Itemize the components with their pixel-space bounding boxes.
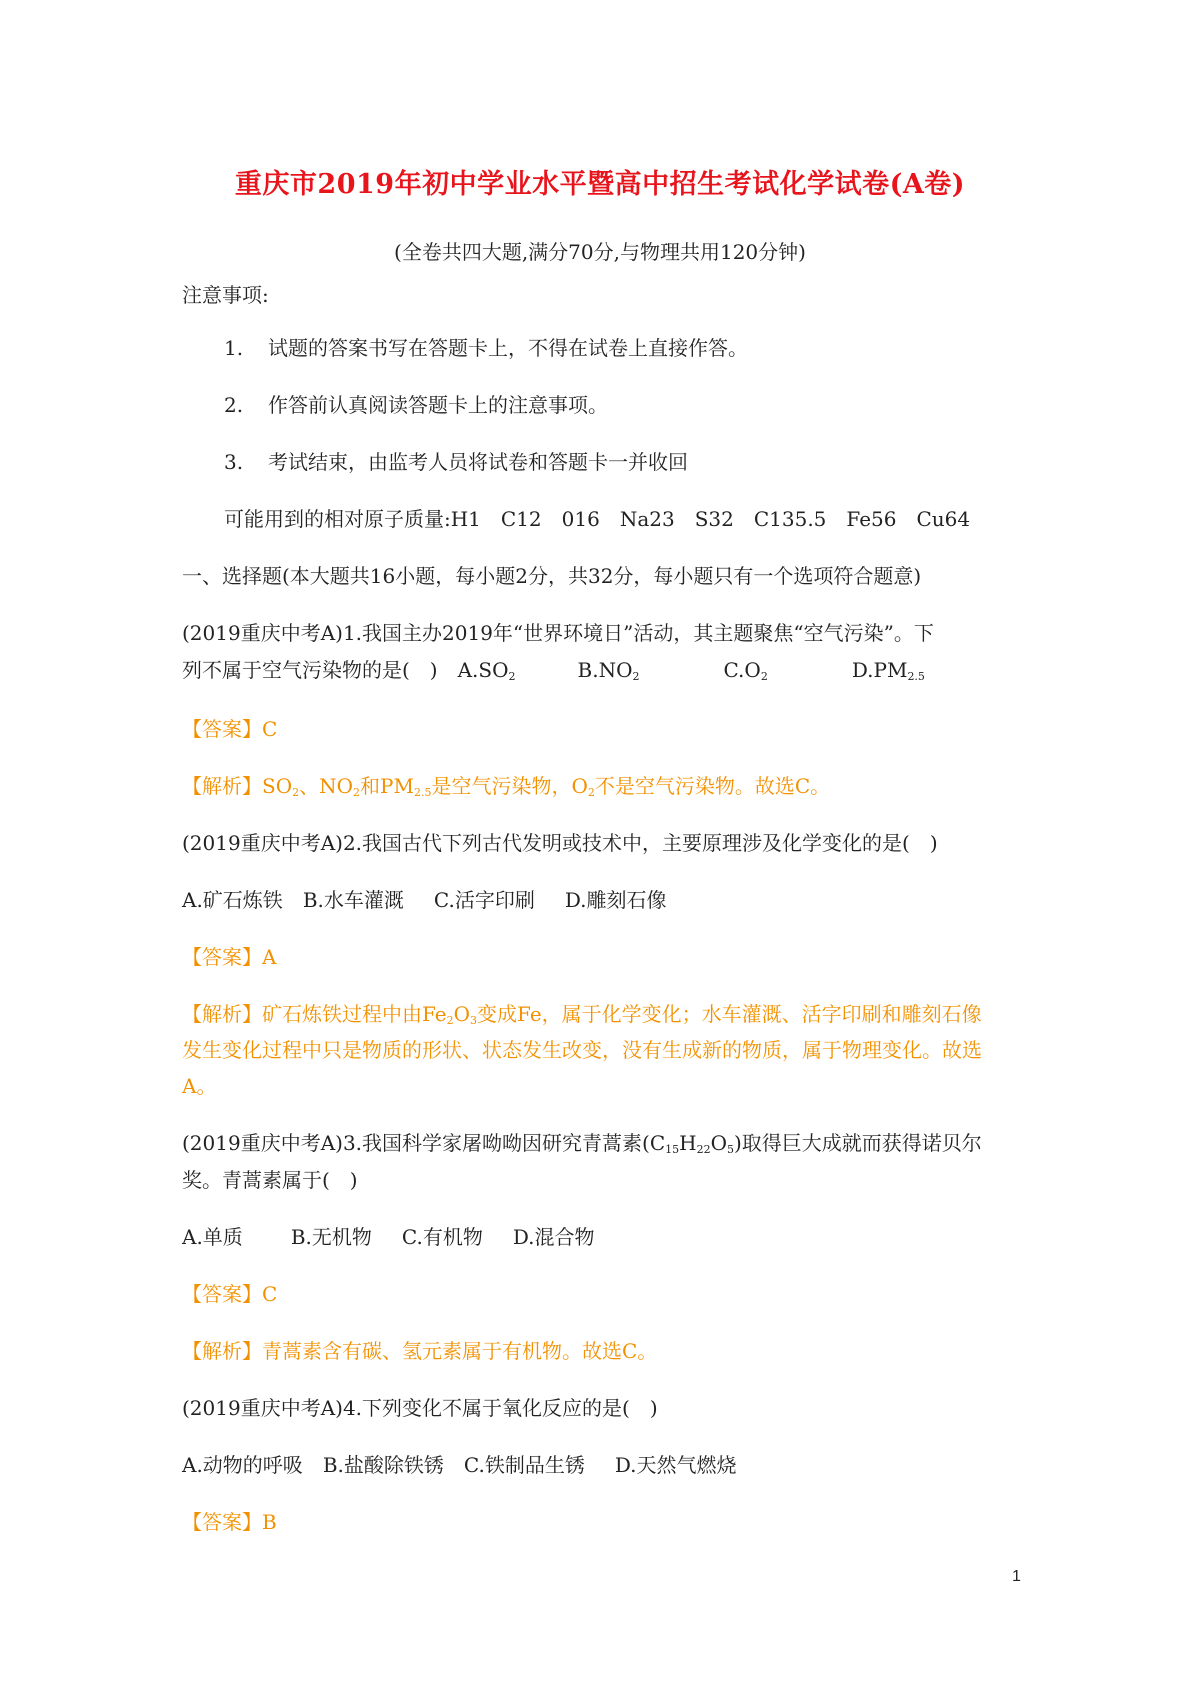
atomic-mass-line: 可能用到的相对原子质量:H1 C12 016 Na23 S32 C135.5 Fe56 Cu64	[224, 507, 971, 531]
analysis-tag: 【解析】	[182, 1002, 262, 1026]
analysis-3: 【解析】青蒿素含有碳、氢元素属于有机物。故选C。	[182, 1339, 658, 1363]
question-1-stem: 列不属于空气污染物的是( )	[182, 658, 438, 682]
answer-2	[182, 944, 276, 970]
notice-text: 考试结束，由监考人员将试卷和答题卡一并收回	[268, 450, 688, 474]
notice-number: 3.	[224, 450, 244, 474]
answer-value: B	[262, 1510, 277, 1534]
page-number: 1	[1012, 1568, 1021, 1585]
option-c: C.活字印刷	[433, 888, 535, 912]
notice-heading: 注意事项:	[182, 283, 269, 307]
answer-tag: 【答案】	[182, 1510, 262, 1534]
section-heading: 一、选择题(本大题共16小题，每小题2分，共32分，每小题只有一个选项符合题意)	[182, 564, 922, 588]
question-3-line-1: (2019重庆中考A)3.我国科学家屠呦呦因研究青蒿素$(C_{15}H_{22}O_5)$取得巨大成就而获得诺贝尔	[182, 1131, 982, 1156]
exam-subtitle: (全卷共四大题,满分70分,与物理共用120分钟)	[394, 240, 806, 264]
option-a: $A.SO_2$	[457, 658, 516, 683]
answer-value: A	[262, 945, 277, 969]
option-d: $D.PM_{2.5}$	[851, 658, 925, 683]
option-d: D.混合物	[512, 1225, 595, 1249]
option-b: B.水车灌溉	[302, 888, 404, 912]
answer-1	[182, 716, 277, 742]
question-2-options	[182, 887, 667, 913]
answer-value: C	[262, 1282, 278, 1306]
analysis-1: 【解析】$SO_2$、$NO_2$和$PM_{2.5}$是空气污染物，$O_2$不是空气污染物。故选C。	[182, 774, 831, 799]
answer-4	[182, 1509, 277, 1535]
analysis-2-line-1: 【解析】矿石炼铁过程中由$Fe_2O_3$变成Fe，属于化学变化；水车灌溉、活字印刷和雕刻石像	[182, 1002, 982, 1027]
answer-tag: 【答案】	[182, 717, 262, 741]
notice-item	[224, 392, 608, 418]
notice-item	[224, 335, 748, 361]
option-b: B.盐酸除铁锈	[322, 1453, 444, 1477]
question-2-line-1: (2019重庆中考A)2.我国古代下列古代发明或技术中，主要原理涉及化学变化的是( )	[182, 831, 938, 855]
notice-text: 作答前认真阅读答题卡上的注意事项。	[268, 393, 608, 417]
option-a: A.动物的呼吸	[182, 1453, 303, 1477]
option-a: A.单质	[182, 1225, 243, 1249]
answer-3	[182, 1281, 277, 1307]
question-4-options	[182, 1452, 737, 1478]
option-c: $C.O_2$	[723, 658, 768, 683]
option-a: A.矿石炼铁	[182, 888, 283, 912]
question-3-options	[182, 1224, 595, 1250]
option-b: $B.NO_2$	[577, 658, 640, 683]
option-d: D.天然气燃烧	[614, 1453, 737, 1477]
answer-value: C	[262, 717, 278, 741]
notice-item	[224, 449, 688, 475]
answer-tag: 【答案】	[182, 945, 262, 969]
analysis-tag: 【解析】	[182, 1339, 262, 1363]
notice-number: 2.	[224, 393, 244, 417]
question-3-line-2: 奖。青蒿素属于( )	[182, 1168, 358, 1192]
notice-number: 1.	[224, 336, 244, 360]
option-d: D.雕刻石像	[564, 888, 667, 912]
option-b: B.无机物	[290, 1225, 372, 1249]
question-4-line-1: (2019重庆中考A)4.下列变化不属于氧化反应的是( )	[182, 1396, 658, 1420]
option-c: C.铁制品生锈	[463, 1453, 585, 1477]
question-1-line-2	[182, 657, 925, 683]
notice-text: 试题的答案书写在答题卡上，不得在试卷上直接作答。	[268, 336, 748, 360]
exam-title: 重庆市2019年初中学业水平暨高中招生考试化学试卷(A卷)	[234, 169, 966, 200]
analysis-tag: 【解析】	[182, 774, 262, 798]
question-1-line-1: (2019重庆中考A)1.我国主办2019年“世界环境日”活动，其主题聚焦“空气污染”。下	[182, 621, 934, 645]
analysis-2-line-2: 发生变化过程中只是物质的形状、状态发生改变，没有生成新的物质，属于物理变化。故选	[182, 1038, 982, 1062]
analysis-2-line-3: A。	[182, 1074, 217, 1098]
option-c: C.有机物	[401, 1225, 483, 1249]
answer-tag: 【答案】	[182, 1282, 262, 1306]
